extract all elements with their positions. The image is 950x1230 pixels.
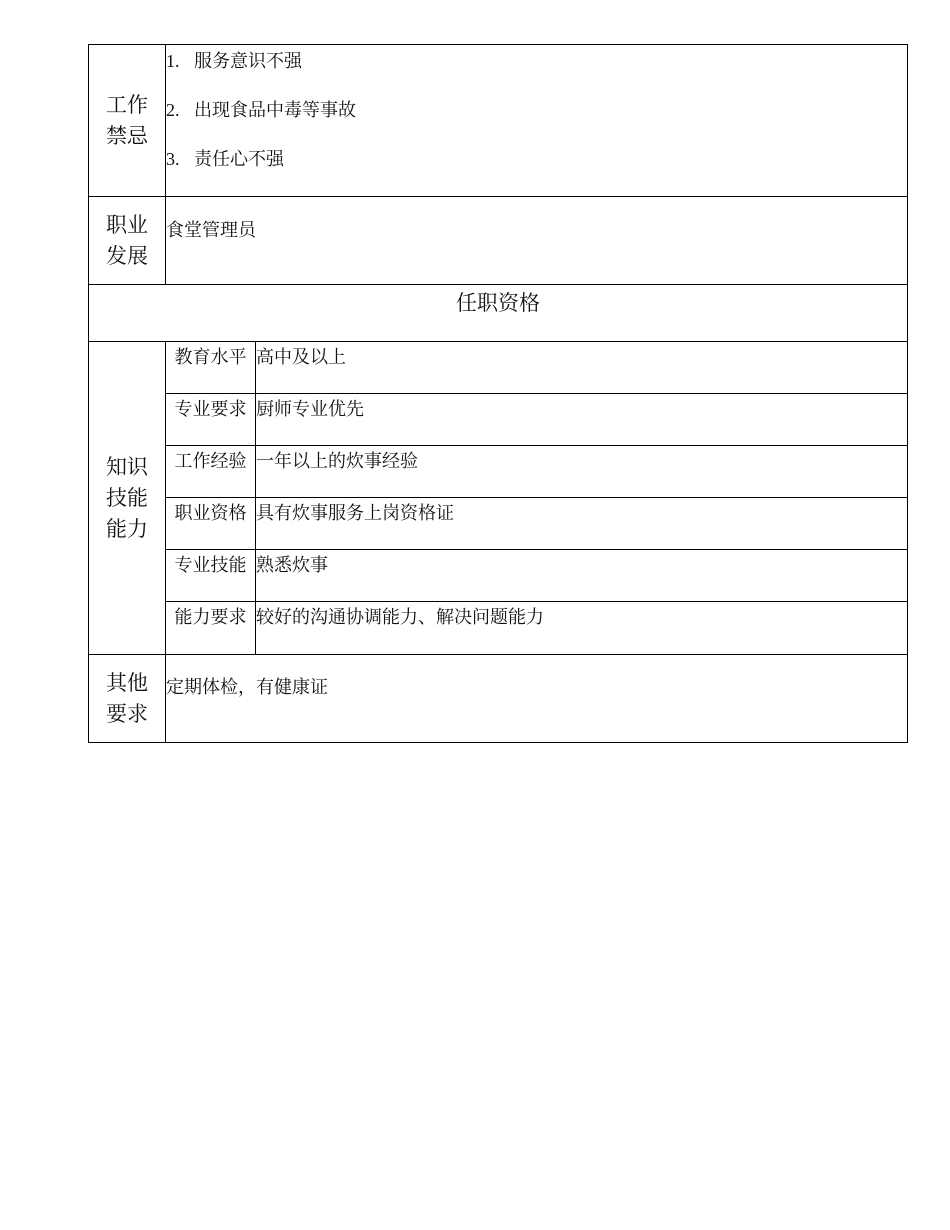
table-row [89,602,908,655]
certification-value: 具有炊事服务上岗资格证 [256,498,908,550]
certification-label: 职业资格 [166,498,256,550]
education-label: 教育水平 [166,342,256,394]
major-label: 专业要求 [166,394,256,446]
ability-label: 能力要求 [166,602,256,655]
work-forbidden-label: 工作 禁忌 [89,45,166,197]
table-row [89,446,908,498]
experience-value: 一年以上的炊事经验 [256,446,908,498]
qualifications-title: 任职资格 [89,285,908,342]
education-value: 高中及以上 [256,342,908,394]
list-item: 3. 责任心不强 [166,149,284,169]
knowledge-skills-label: 知识 技能 能力 [89,342,166,655]
other-requirements-value: 定期体检，有健康证 [166,655,908,743]
other-requirements-label: 其他 要求 [89,655,166,743]
career-development-value: 食堂管理员 [166,197,908,285]
table-row [89,342,908,394]
work-forbidden-list [166,45,908,197]
work-forbidden-row [89,45,908,197]
other-requirements-row [89,655,908,743]
skills-label: 专业技能 [166,550,256,602]
career-development-label: 职业 发展 [89,197,166,285]
list-item: 1. 服务意识不强 [166,51,302,71]
qualifications-header-row [89,285,908,342]
experience-label: 工作经验 [166,446,256,498]
major-value: 厨师专业优先 [256,394,908,446]
job-description-table [88,44,908,743]
table-row [89,498,908,550]
list-item: 2. 出现食品中毒等事故 [166,100,356,120]
skills-value: 熟悉炊事 [256,550,908,602]
ability-value: 较好的沟通协调能力、解决问题能力 [256,602,908,655]
career-development-row [89,197,908,285]
table-row [89,550,908,602]
table-row [89,394,908,446]
